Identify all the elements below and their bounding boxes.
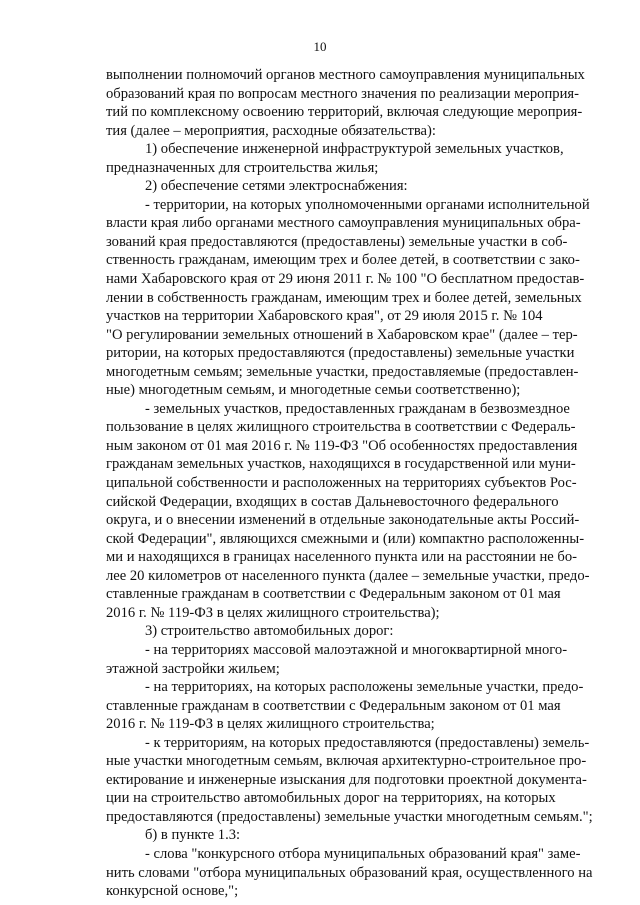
text-line: гражданам земельных участков, находящихся в государственной или муни- — [106, 456, 576, 473]
text-line: 3) строительство автомобильных дорог: — [145, 623, 394, 640]
text-line: ции на строительство автомобильных дорог на территориях, на которых — [106, 790, 556, 807]
text-line: участков на территории Хабаровского края", от 29 июля 2015 г. № 104 — [106, 308, 543, 325]
text-line: 1) обеспечение инженерной инфраструктурой земельных участков, — [145, 141, 564, 158]
text-line: образований края по вопросам местного значения по реализации мероприя- — [106, 85, 579, 102]
text-line: 2) обеспечение сетями электроснабжения: — [145, 178, 408, 195]
text-line: - к территориям, на которых предоставляются (предоставлены) земель- — [145, 734, 590, 751]
text-line: тия (далее – мероприятия, расходные обязательства): — [106, 122, 436, 139]
text-line: ритории, на которых предоставляются (предоставлены) земельные участки — [106, 345, 575, 362]
text-line: нами Хабаровского края от 29 июня 2011 г. № 100 "О бесплатном предостав- — [106, 271, 585, 288]
text-line: "О регулировании земельных отношений в Хабаровском крае" (далее – тер- — [106, 326, 578, 343]
text-line: предназначенных для строительства жилья; — [106, 159, 379, 176]
text-line: этажной застройки жильем; — [106, 660, 280, 677]
text-line: многодетным семьям; земельные участки, предоставляемые (предоставлен- — [106, 363, 579, 380]
text-line: тий по комплексному освоению территорий, включая следующие мероприя- — [106, 104, 583, 121]
text-line: - территории, на которых уполномоченными органами исполнительной — [145, 196, 590, 213]
text-line: ставленные гражданам в соответствии с Федеральным законом от 01 мая — [106, 697, 561, 714]
text-line: ным законом от 01 мая 2016 г. № 119-ФЗ "Об особенностях предоставления — [106, 437, 578, 454]
text-line: ные) многодетным семьям, и многодетные семьи соответственно); — [106, 382, 521, 399]
text-line: б) в пункте 1.3: — [145, 827, 241, 844]
text-line: конкурсной основе,"; — [106, 883, 239, 900]
text-line: ставленные гражданам в соответствии с Федеральным законом от 01 мая — [106, 586, 561, 603]
text-line: предоставляются (предоставлены) земельные участки многодетным семьям."; — [106, 808, 593, 825]
document-body — [106, 66, 593, 901]
text-line: округа, и о внесении изменений в отдельные законодательные акты Россий- — [106, 512, 580, 529]
text-line: - на территориях, на которых расположены земельные участки, предо- — [145, 679, 584, 696]
text-line: выполнении полномочий органов местного самоуправления муниципальных — [106, 67, 585, 83]
text-line: нить словами "отбора муниципальных образований края, осуществленного на — [106, 864, 593, 881]
text-line: 2016 г. № 119-ФЗ в целях жилищного строительства; — [106, 716, 435, 733]
text-line: сийской Федерации, входящих в состав Дальневосточного федерального — [106, 493, 559, 510]
text-line: ственность гражданам, имеющим трех и более детей, в соответствии с зако- — [106, 252, 580, 269]
page-number: 10 — [313, 39, 327, 54]
text-line: лении в собственность гражданам, имеющим трех и более детей, земельных — [106, 289, 582, 306]
text-line: ципальной собственности и расположенных на территориях субъектов Рос- — [106, 475, 577, 492]
text-line: 2016 г. № 119-ФЗ в целях жилищного строительства); — [106, 604, 440, 621]
text-line: ской Федерации", являющихся смежными и (или) компактно расположенны- — [106, 530, 585, 547]
text-line: ектирование и инженерные изыскания для подготовки проектной документа- — [106, 771, 587, 788]
text-line: пользование в целях жилищного строительства в соответствии с Федераль- — [106, 419, 576, 436]
text-line: ные участки многодетным семьям, включая архитектурно-строительное про- — [106, 753, 587, 770]
text-line: лее 20 километров от населенного пункта (далее – земельные участки, предо- — [106, 567, 590, 584]
text-line: - земельных участков, предоставленных гражданам в безвозмездное — [145, 400, 570, 417]
text-line: зований края предоставляются (предоставлены) земельные участки в соб- — [106, 233, 568, 250]
text-line: власти края либо органами местного самоуправления муниципальных обра- — [106, 215, 581, 232]
text-line: ми и находящихся в границах населенного пункта или на расстоянии не бо- — [106, 549, 577, 566]
text-line: - слова "конкурсного отбора муниципальных образований края" заме- — [145, 845, 581, 862]
text-line: - на территориях массовой малоэтажной и многоквартирной много- — [145, 641, 568, 658]
